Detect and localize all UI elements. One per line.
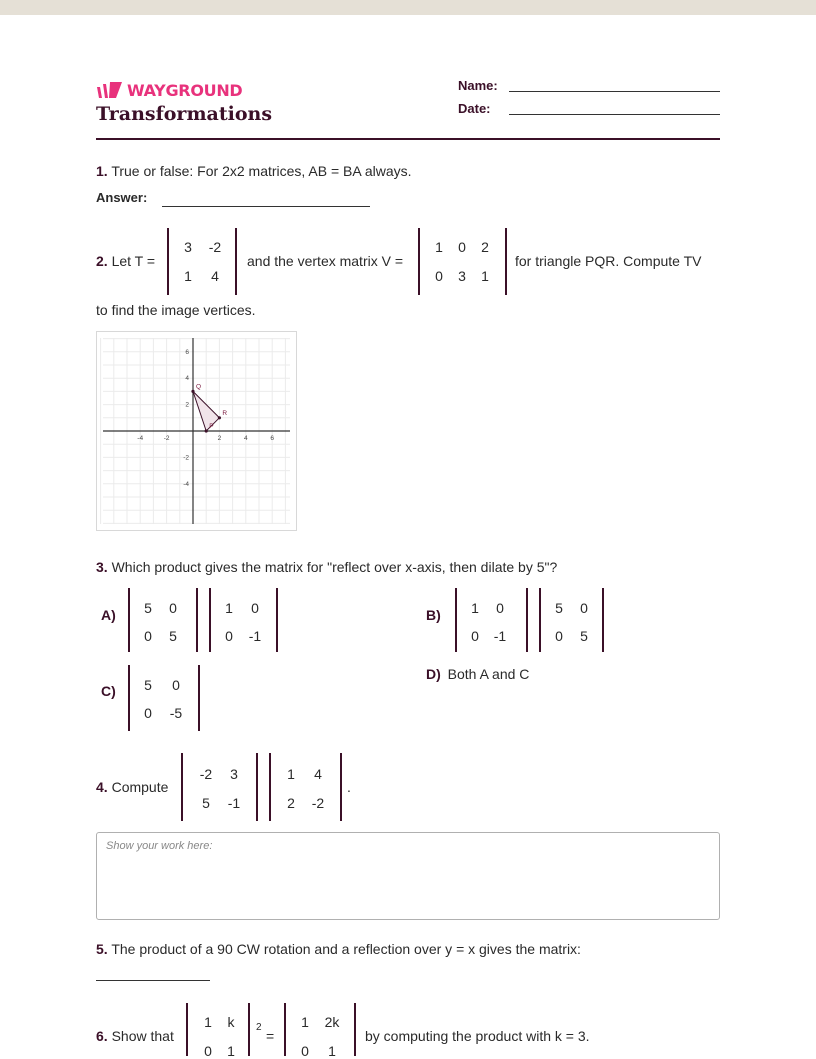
y-tick-label: -4	[183, 480, 189, 488]
page-title: Transformations	[96, 103, 273, 125]
question-text: by computing the product with k = 3.	[365, 1028, 590, 1044]
x-tick-label: -4	[137, 435, 144, 442]
matrix-cell: 1	[287, 766, 295, 782]
question-text: and the vertex matrix V =	[247, 253, 404, 269]
vertex-label: R	[222, 409, 228, 417]
matrix-cell: 0	[144, 628, 152, 644]
matrix-bracket	[196, 588, 198, 652]
coordinate-graph	[96, 331, 297, 531]
wayground-logo	[96, 80, 242, 100]
matrix-cell: 5	[202, 795, 210, 811]
question-number: 4.	[96, 779, 108, 795]
matrix-bracket	[526, 588, 528, 652]
matrix-cell: -1	[493, 628, 507, 644]
matrix-bracket	[248, 1003, 250, 1056]
answer-label: Answer:	[96, 190, 148, 205]
matrix-bracket	[181, 753, 183, 821]
matrix-cell: 2	[481, 239, 489, 255]
matrix-cell: 2k	[324, 1014, 340, 1030]
matrix-cell: 5	[144, 600, 152, 616]
logo-text: WAYGROUND	[127, 80, 243, 100]
matrix-cell: 5	[169, 628, 177, 644]
matrix-bracket	[602, 588, 604, 652]
top-bar	[0, 0, 816, 15]
date-field[interactable]	[509, 114, 720, 115]
vertex-point	[205, 429, 208, 432]
question-text: Which product gives the matrix for "reflect over x-axis, then dilate by 5"?	[111, 559, 558, 575]
option-b-label[interactable]: B)	[426, 607, 441, 623]
matrix-cell: 0	[458, 239, 466, 255]
y-tick-label: 6	[185, 348, 189, 356]
matrix-cell: 0	[301, 1043, 309, 1059]
matrix-cell: 0	[496, 600, 504, 616]
matrix-cell: 4	[211, 268, 219, 284]
header-divider	[96, 138, 720, 140]
vertex-point	[191, 390, 194, 393]
matrix-cell: 5	[580, 628, 588, 644]
question-text: Show that	[111, 1028, 174, 1044]
matrix-cell: 3	[230, 766, 238, 782]
question-6	[96, 1028, 174, 1044]
matrix-cell: 0	[471, 628, 479, 644]
matrix-cell: 2	[287, 795, 295, 811]
date-label: Date:	[458, 101, 491, 116]
period: .	[347, 779, 351, 795]
name-label: Name:	[458, 78, 498, 93]
question-text: Compute	[111, 779, 169, 795]
matrix-cell: -1	[248, 628, 262, 644]
question-number: 6.	[96, 1028, 108, 1044]
matrix-cell: -5	[169, 705, 183, 721]
matrix-bracket	[276, 588, 278, 652]
x-tick-label: 6	[270, 435, 275, 442]
matrix-cell: 1	[435, 239, 443, 255]
matrix-cell: 1	[184, 268, 192, 284]
question-text: Let T =	[111, 253, 156, 269]
work-area[interactable]	[96, 832, 720, 920]
question-3	[96, 559, 557, 575]
question-text: for triangle PQR. Compute TV	[515, 253, 702, 269]
matrix-cell: 0	[172, 677, 180, 693]
answer-blank[interactable]	[96, 980, 210, 981]
matrix-cell: 0	[204, 1043, 212, 1059]
matrix-cell: 0	[555, 628, 563, 644]
vertex-point	[218, 416, 221, 419]
question-1	[96, 163, 412, 179]
matrix-cell: 0	[169, 600, 177, 616]
matrix-bracket	[198, 665, 200, 731]
matrix-cell: 1	[225, 600, 233, 616]
matrix-cell: -2	[208, 239, 222, 255]
matrix-cell: 0	[580, 600, 588, 616]
question-number: 3.	[96, 559, 108, 575]
question-text: The product of a 90 CW rotation and a reflection over y = x gives the matrix:	[111, 941, 581, 957]
matrix-cell: 1	[328, 1043, 336, 1059]
matrix-cell: 1	[227, 1043, 235, 1059]
matrix-cell: 1	[481, 268, 489, 284]
matrix-bracket	[539, 588, 541, 652]
option-c-label[interactable]: C)	[101, 683, 116, 699]
matrix-bracket	[284, 1003, 286, 1056]
matrix-cell: 0	[251, 600, 259, 616]
question-number: 5.	[96, 941, 108, 957]
x-tick-label: 4	[243, 435, 248, 442]
matrix-bracket	[505, 228, 507, 295]
question-2-lead	[96, 253, 155, 269]
y-tick-label: 4	[185, 375, 189, 383]
question-number: 2.	[96, 253, 108, 269]
matrix-cell: 1	[204, 1014, 212, 1030]
question-text: to find the image vertices.	[96, 302, 256, 318]
matrix-cell: 0	[225, 628, 233, 644]
matrix-cell: k	[227, 1014, 235, 1030]
matrix-cell: 3	[458, 268, 466, 284]
equals-sign: =	[266, 1028, 275, 1044]
x-tick-label: 2	[217, 435, 222, 442]
matrix-cell: 1	[471, 600, 479, 616]
y-tick-label: -2	[183, 454, 189, 462]
logo-icon	[96, 80, 126, 100]
matrix-cell: 0	[144, 705, 152, 721]
matrix-bracket	[235, 228, 237, 295]
question-text: True or false: For 2x2 matrices, AB = BA always.	[111, 163, 412, 179]
matrix-bracket	[209, 588, 211, 652]
matrix-bracket	[340, 753, 342, 821]
question-4	[96, 779, 168, 795]
y-tick-label: 2	[185, 401, 189, 409]
matrix-cell: -2	[311, 795, 325, 811]
x-tick-label: -2	[163, 435, 170, 442]
graph-svg	[97, 332, 296, 530]
option-a-label[interactable]: A)	[101, 607, 116, 623]
matrix-cell: 4	[314, 766, 322, 782]
name-field[interactable]	[509, 91, 720, 92]
matrix-cell: 3	[184, 239, 192, 255]
matrix-cell: -2	[199, 766, 213, 782]
option-d-label: D)	[426, 666, 441, 682]
question-5	[96, 941, 581, 957]
question-number: 1.	[96, 163, 108, 179]
matrix-bracket	[128, 588, 130, 652]
vertex-label: P	[209, 423, 214, 430]
matrix-cell: 0	[435, 268, 443, 284]
option-d[interactable]	[426, 666, 529, 682]
matrix-bracket	[186, 1003, 188, 1056]
matrix-bracket	[269, 753, 271, 821]
matrix-cell: 1	[301, 1014, 309, 1030]
matrix-bracket	[418, 228, 420, 295]
work-placeholder: Show your work here:	[106, 840, 213, 852]
answer-field[interactable]	[162, 206, 370, 207]
matrix-bracket	[167, 228, 169, 295]
matrix-bracket	[455, 588, 457, 652]
matrix-cell: 5	[144, 677, 152, 693]
matrix-cell: 5	[555, 600, 563, 616]
vertex-label: Q	[196, 383, 202, 391]
option-d-text: Both A and C	[447, 666, 530, 682]
matrix-bracket	[256, 753, 258, 821]
matrix-bracket	[354, 1003, 356, 1056]
exponent: 2	[256, 1022, 262, 1033]
matrix-bracket	[128, 665, 130, 731]
matrix-cell: -1	[227, 795, 241, 811]
